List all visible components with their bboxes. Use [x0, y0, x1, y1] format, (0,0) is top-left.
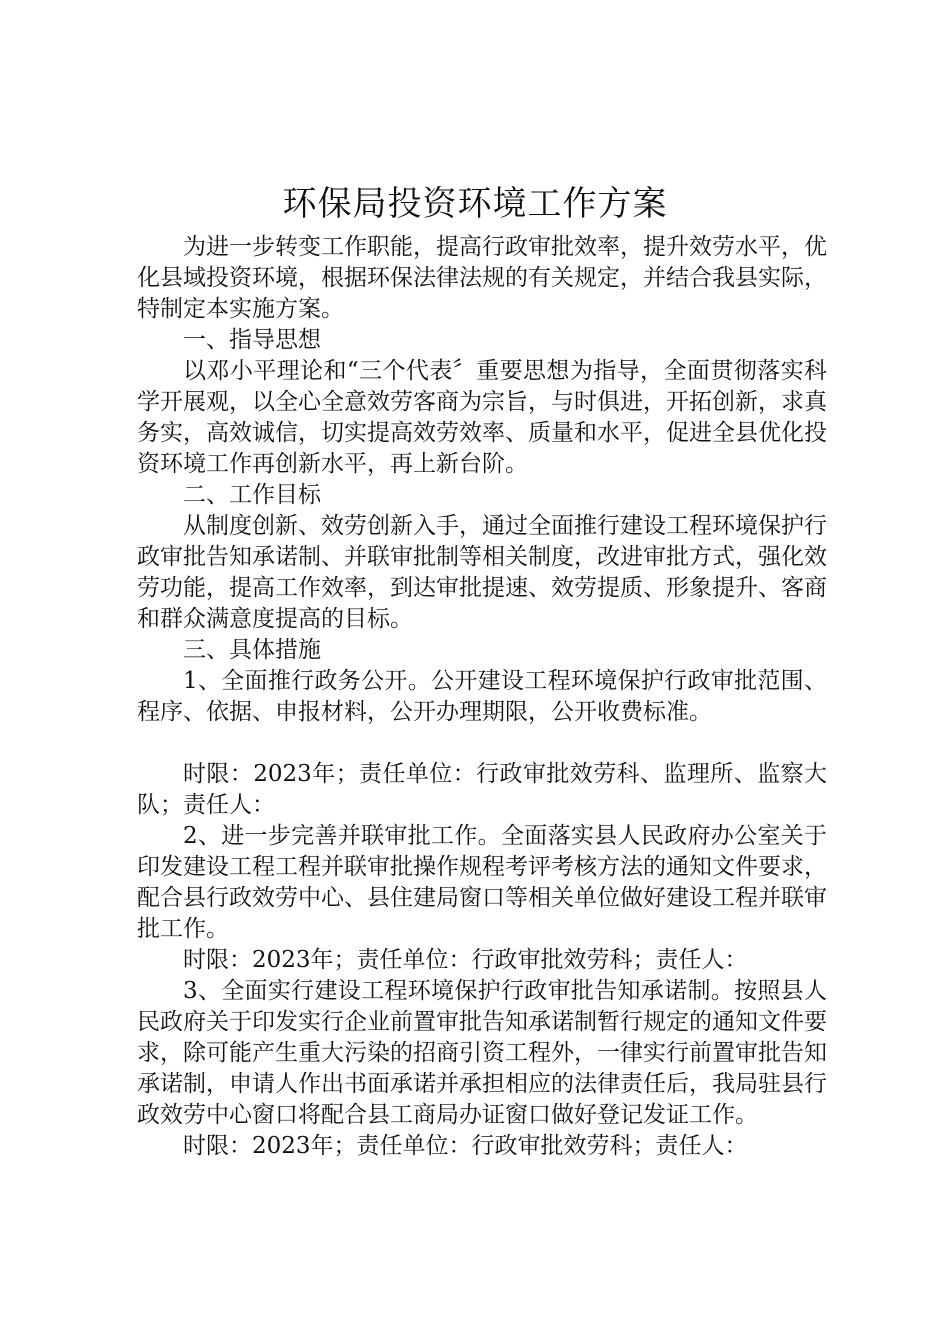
measure-3-paragraph: 3、全面实行建设工程环境保护行政审批告知承诺制。按照县人民政府关于印发实行企业前置审批告知承诺制暂行规定的通知文件要求，除可能产生重大污染的招商引资工程外，一律实行前置审批告知承诺制，申请人作出书面承诺并承担相应的法律责任后，我局驻县行政效劳中心窗口将配合县工商局办证窗口做好登记发证工作。 — [137, 978, 827, 1128]
intro-paragraph: 为进一步转变工作职能，提高行政审批效率，提升效劳水平，优化县域投资环境，根据环保法律法规的有关规定，并结合我县实际，特制定本实施方案。 — [137, 234, 827, 322]
guiding-ideology-paragraph: 以邓小平理论和“三个代表〞重要思想为指导，全面贯彻落实科学开展观，以全心全意效劳客商为宗旨，与时俱进，开拓创新，求真务实，高效诚信，切实提高效劳效率、质量和水平，促进全县优化投资环境工作再创新水平，再上新台阶。 — [137, 358, 827, 477]
document-title: 环保局投资环境工作方案 — [282, 184, 668, 224]
section-heading-specific-measures: 三、具体措施 — [183, 637, 321, 663]
measure-2-paragraph: 2、进一步完善并联审批工作。全面落实县人民政府办公室关于印发建设工程工程并联审批操作规程考评考核方法的通知文件要求，配合县行政效劳中心、县住建局窗口等相关单位做好建设工程并联审批工作。 — [137, 823, 827, 942]
section-heading-work-goals: 二、工作目标 — [183, 482, 321, 508]
document-body — [137, 232, 827, 1162]
measure-2-deadline: 时限：2023年；责任单位：行政审批效劳科；责任人： — [183, 947, 748, 973]
measure-3-deadline: 时限：2023年；责任单位：行政审批效劳科；责任人： — [183, 1133, 748, 1159]
section-heading-guiding-ideology: 一、指导思想 — [183, 327, 321, 353]
measure-1-paragraph: 1、全面推行政务公开。公开建设工程环境保护行政审批范围、程序、依据、申报材料，公开办理期限，公开收费标准。 — [137, 668, 827, 725]
work-goals-paragraph: 从制度创新、效劳创新入手，通过全面推行建设工程环境保护行政审批告知承诺制、并联审批制等相关制度，改进审批方式，强化效劳功能，提高工作效率，到达审批提速、效劳提质、形象提升、客商和群众满意度提高的目标。 — [137, 513, 827, 632]
measure-1-deadline: 时限：2023年；责任单位：行政审批效劳科、监理所、监察大队；责任人： — [137, 761, 827, 818]
